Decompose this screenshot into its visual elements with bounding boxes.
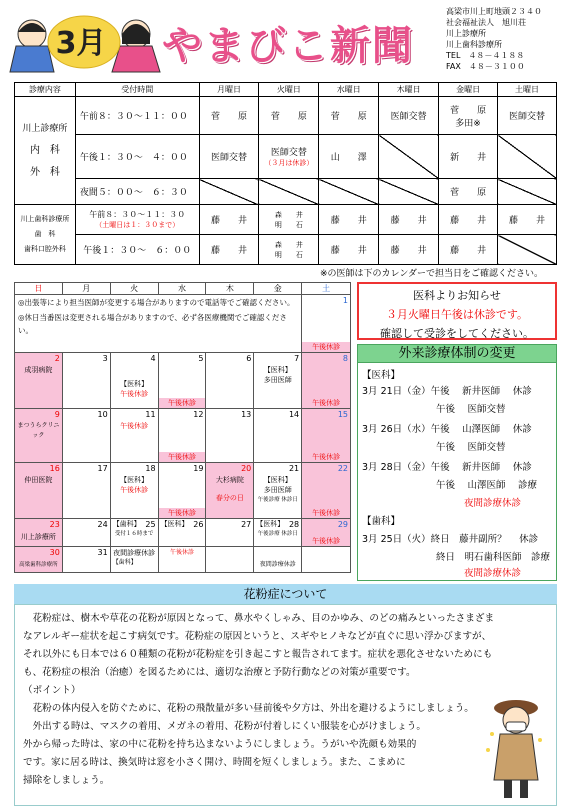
date-number: 1 bbox=[342, 296, 348, 305]
event-label: 【医科】 bbox=[120, 380, 149, 388]
doctor-cell bbox=[259, 205, 319, 235]
change-line: 3月 26日（水）午後 山澤医師 休診 bbox=[362, 424, 532, 435]
closed-label: 午後休診 bbox=[312, 399, 341, 407]
event-label: 多田医師 bbox=[263, 376, 292, 384]
calendar-day bbox=[254, 409, 302, 463]
date-number: 31 bbox=[97, 548, 108, 557]
change-line: 夜間診療休診 bbox=[464, 498, 522, 509]
duty-clinic: まつうらクリニック bbox=[17, 422, 60, 439]
article-line: です。家に居る時は、換気時は窓を小さく開け、時間を短くしましょう。また、こまめに bbox=[23, 757, 406, 768]
closed-label: 午後休診 bbox=[159, 508, 206, 518]
calendar-note: ◎出張等により担当医師が変更する場合がありますので電話等でご確認ください。 bbox=[18, 298, 295, 307]
calendar-day bbox=[15, 463, 63, 519]
table-row bbox=[15, 235, 557, 265]
change-line: 午後 医師交替 bbox=[436, 442, 506, 453]
month-badge: 3月 bbox=[55, 26, 107, 61]
header-cell: 木曜日 bbox=[379, 83, 439, 97]
article-line: 掃除をしましょう。 bbox=[23, 775, 110, 786]
doctor-cell: 菅 原 bbox=[439, 179, 498, 205]
date-number: 25 bbox=[145, 520, 156, 529]
event-label: 【医科】 bbox=[263, 366, 292, 374]
time-note: （土曜日は１：３０まで） bbox=[95, 221, 180, 229]
calendar-day bbox=[158, 463, 206, 519]
clinic-dept: 外 科 bbox=[29, 166, 60, 178]
closed-label: 午後診療 休診日 bbox=[257, 497, 298, 503]
closed-label: 午後休診 bbox=[302, 342, 350, 352]
closed-note: （３月は休診） bbox=[264, 159, 314, 167]
calendar-notes bbox=[15, 295, 302, 353]
section-label: 【医科】 bbox=[362, 370, 401, 381]
event-label: 【医科】 bbox=[160, 520, 189, 528]
doctor-cell: 藤 井 bbox=[439, 235, 498, 265]
calendar-day bbox=[158, 353, 206, 409]
address-line: 高梁市川上町地頭２３４０ bbox=[446, 7, 542, 16]
calendar-day bbox=[302, 519, 351, 547]
time-text: 午前８：３０～１１：３０ bbox=[89, 210, 186, 219]
change-line: 夜間診療休診 bbox=[464, 568, 522, 579]
doctor-cell: 藤 井 bbox=[379, 235, 439, 265]
doctor-cell: 藤 井 bbox=[199, 205, 259, 235]
date-number: 21 bbox=[288, 464, 300, 473]
calendar-day bbox=[254, 353, 302, 409]
closed-label: 午後休診 bbox=[120, 422, 149, 430]
calendar-day bbox=[206, 463, 254, 519]
dental-name: 川上歯科診療所 bbox=[20, 215, 70, 223]
day-label: 火 bbox=[110, 283, 158, 295]
calendar-day bbox=[302, 463, 351, 519]
date-number: 14 bbox=[288, 410, 300, 419]
time-cell: 午前８：３０～１１：００ bbox=[75, 97, 199, 135]
article-line: それ以外にも日本では６０種類の花粉が花粉症を引き起こすと報告されてます。症状を悪化させないためにも bbox=[23, 649, 493, 660]
closed-label: 午後休診 bbox=[312, 509, 341, 517]
change-line: 午後 山澤医師 診療 bbox=[436, 480, 538, 491]
calendar-week bbox=[15, 547, 351, 573]
calendar-day bbox=[206, 353, 254, 409]
doctor-cell: 医師交替 bbox=[199, 135, 259, 179]
doctor-cell: 藤 井 bbox=[498, 205, 557, 235]
calendar-day bbox=[110, 409, 158, 463]
empty-slot bbox=[259, 179, 319, 205]
doctor-name: 明 石 bbox=[274, 250, 303, 259]
notice-box bbox=[357, 282, 557, 340]
article-line: 花粉症は、樹木や草花の花粉が原因となって、鼻水やくしゃみ、目のかゆみ、のどの痛みといったさまざま bbox=[23, 613, 495, 624]
time-cell: 夜間５：００～ ６：３０ bbox=[75, 179, 199, 205]
calendar-day bbox=[254, 547, 302, 573]
newsletter-title: やまびこ新聞 bbox=[162, 23, 414, 69]
event-label: 【医科】 bbox=[263, 476, 292, 484]
table-row bbox=[15, 205, 557, 235]
date-number: 6 bbox=[246, 354, 252, 363]
calendar-day bbox=[62, 519, 110, 547]
calendar-week bbox=[15, 463, 351, 519]
event-label: 【医科】 bbox=[120, 476, 149, 484]
calendar-week bbox=[15, 353, 351, 409]
march-calendar bbox=[14, 282, 351, 573]
doctor-cell: 菅 原 bbox=[199, 97, 259, 135]
duty-clinic: 仲田医院 bbox=[24, 476, 53, 484]
calendar-day bbox=[254, 519, 302, 547]
closed-label: 午後休診 bbox=[159, 398, 206, 408]
closed-label: 午後休診 bbox=[159, 452, 206, 462]
table-row bbox=[15, 179, 557, 205]
event-label: 【医科】 bbox=[256, 520, 285, 528]
day-label: 木 bbox=[206, 283, 254, 295]
empty-slot bbox=[498, 235, 557, 265]
dental-name-cell bbox=[15, 205, 76, 265]
calendar-day bbox=[302, 295, 351, 353]
event-label: 【歯科】 bbox=[112, 559, 137, 566]
calendar-day bbox=[254, 463, 302, 519]
calendar-day bbox=[206, 547, 254, 573]
table-row bbox=[15, 135, 557, 179]
date-number: 28 bbox=[288, 520, 300, 529]
date-number: 4 bbox=[150, 354, 156, 363]
doctor-cell: 藤 井 bbox=[439, 205, 498, 235]
empty-slot bbox=[498, 135, 557, 179]
table-row bbox=[15, 97, 557, 135]
doctor-cell: 菅 原 bbox=[319, 97, 379, 135]
day-label: 月 bbox=[62, 283, 110, 295]
calendar-day bbox=[302, 409, 351, 463]
event-label: 【歯科】 bbox=[112, 520, 141, 528]
schedule-footnote: ※の医師は下のカレンダーで担当日をご確認ください。 bbox=[320, 269, 543, 279]
calendar-week bbox=[15, 519, 351, 547]
header-cell: 火曜日 bbox=[259, 83, 319, 97]
header-cell: 月曜日 bbox=[199, 83, 259, 97]
address-line: FAX ４８－３１００ bbox=[446, 62, 525, 71]
change-line: 3月 28日（金）午後 新井医師 休診 bbox=[362, 462, 532, 473]
calendar-day bbox=[110, 463, 158, 519]
calendar-day bbox=[110, 353, 158, 409]
empty-slot bbox=[379, 135, 439, 179]
change-line: 終日 明石歯科医師 診療 bbox=[436, 552, 551, 563]
header-cell: 土曜日 bbox=[498, 83, 557, 97]
empty-slot bbox=[498, 179, 557, 205]
calendar-day bbox=[158, 409, 206, 463]
clinic-name: 川上診療所 bbox=[22, 123, 68, 134]
change-line: 3月 21日（金）午後 新井医師 休診 bbox=[362, 386, 532, 397]
date-number: 9 bbox=[54, 410, 60, 419]
doctor-cell: 藤 井 bbox=[319, 235, 379, 265]
notice-line: 確認して受診をしてください。 bbox=[380, 327, 534, 340]
doctor-cell: 医師交替 bbox=[498, 97, 557, 135]
time-cell bbox=[75, 205, 199, 235]
calendar-day-header bbox=[15, 283, 351, 295]
calendar-day bbox=[62, 409, 110, 463]
date-number: 10 bbox=[97, 410, 108, 419]
schedule-header-row bbox=[15, 83, 557, 97]
address-line: TEL ４８－４１８８ bbox=[446, 51, 525, 60]
doctor-cell bbox=[259, 135, 319, 179]
day-label: 水 bbox=[158, 283, 206, 295]
calendar-day bbox=[206, 409, 254, 463]
article-line: 外出する時は、マスクの着用、メガネの着用、花粉が付着しにくい服装を心がけましょう。 bbox=[23, 721, 426, 732]
date-number: 23 bbox=[49, 520, 60, 529]
article-line: も、花粉症の根治（治癒）を図るためには、適切な治療と予防行動などの対策が重要です。 bbox=[23, 667, 416, 678]
calendar-day bbox=[158, 519, 206, 547]
pollen-article bbox=[14, 604, 557, 806]
clinic-name-cell bbox=[15, 97, 76, 205]
address-block bbox=[446, 6, 542, 72]
doctor-cell: 藤 井 bbox=[379, 205, 439, 235]
doctor-name: 森 井 bbox=[274, 210, 303, 219]
day-label: 金 bbox=[254, 283, 302, 295]
closed-label: 午後休診 bbox=[312, 537, 341, 545]
article-line: 花粉の体内侵入を防ぐために、花粉の飛散量が多い昼前後や夕方は、外出を避けるようにしましょう。 bbox=[23, 703, 474, 714]
date-number: 22 bbox=[337, 464, 348, 473]
duty-clinic: 高梁歯科診療所 bbox=[19, 562, 58, 568]
empty-slot bbox=[199, 179, 259, 205]
calendar-day bbox=[15, 547, 63, 573]
doctor-name: 明 石 bbox=[274, 220, 303, 229]
address-line: 社会福祉法人 旭川荘 bbox=[446, 18, 526, 27]
calendar-day bbox=[110, 547, 158, 573]
calendar-day bbox=[62, 353, 110, 409]
calendar-day bbox=[302, 547, 351, 573]
calendar-day bbox=[158, 547, 206, 573]
day-label: 土 bbox=[302, 283, 351, 295]
calendar-day bbox=[110, 519, 158, 547]
closed-label: 午後休診 bbox=[169, 549, 194, 556]
event-label: 受付１６時まで bbox=[114, 531, 154, 537]
date-number: 19 bbox=[193, 464, 204, 473]
address-line: 川上診療所 bbox=[446, 29, 486, 38]
calendar-day bbox=[15, 353, 63, 409]
date-number: 29 bbox=[337, 520, 348, 529]
header-cell: 診療内容 bbox=[15, 83, 76, 97]
article-line: 外から帰った時は、家の中に花粉を持ち込まないようにしましょう。うがいや洗顔も効果的 bbox=[23, 739, 417, 750]
date-number: 27 bbox=[241, 520, 252, 529]
header-cell: 受付時間 bbox=[75, 83, 199, 97]
doctor-cell: 菅 原 bbox=[259, 97, 319, 135]
duty-clinic: 川上診療所 bbox=[20, 533, 56, 541]
date-number: 7 bbox=[294, 354, 300, 363]
calendar-week bbox=[15, 409, 351, 463]
header-cell: 水曜日 bbox=[319, 83, 379, 97]
duty-clinic: 成羽病院 bbox=[24, 366, 53, 374]
doctor-cell: 医師交替 bbox=[379, 97, 439, 135]
doctor-cell: 山 澤 bbox=[319, 135, 379, 179]
empty-slot bbox=[379, 179, 439, 205]
closed-label: 午後休診 bbox=[120, 486, 149, 494]
calendar-day bbox=[302, 353, 351, 409]
calendar-week bbox=[15, 295, 351, 353]
clinic-dept: 内 科 bbox=[29, 144, 60, 156]
header-cell: 金曜日 bbox=[439, 83, 498, 97]
closed-label: 午後診療 休診日 bbox=[257, 531, 298, 537]
date-number: 8 bbox=[342, 354, 348, 363]
dental-dept: 歯科口腔外科 bbox=[23, 245, 66, 253]
closed-label: 夜間診療休診 bbox=[113, 549, 156, 557]
doctor-name: 多田※ bbox=[455, 118, 481, 129]
doctor-name: 森 井 bbox=[274, 240, 303, 249]
masked-girl-illustration bbox=[482, 694, 550, 802]
calendar-day bbox=[15, 409, 63, 463]
date-number: 18 bbox=[145, 464, 156, 473]
closed-label: 午後休診 bbox=[120, 390, 149, 398]
time-cell: 午後１：３０～ ６：００ bbox=[75, 235, 199, 265]
date-number: 26 bbox=[193, 520, 204, 529]
changes-box bbox=[357, 363, 557, 581]
date-number: 11 bbox=[145, 410, 156, 419]
day-label: 日 bbox=[15, 283, 63, 295]
article-line: なアレルギー症状を起こす病気です。花粉症の原因というと、スギやヒノキなどが直ぐに思い浮かびますが、 bbox=[23, 631, 492, 642]
calendar-day bbox=[15, 519, 63, 547]
date-number: 17 bbox=[97, 464, 108, 473]
article-line: （ポイント） bbox=[23, 685, 81, 696]
date-number: 2 bbox=[54, 354, 60, 363]
date-number: 30 bbox=[49, 548, 60, 557]
date-number: 3 bbox=[102, 354, 108, 363]
holiday-label: 春分の日 bbox=[215, 494, 244, 502]
calendar-day bbox=[206, 519, 254, 547]
doctor-name: 菅 原 bbox=[450, 105, 487, 116]
time-cell: 午後１：３０～ ４：００ bbox=[75, 135, 199, 179]
doctor-cell: 藤 井 bbox=[319, 205, 379, 235]
doctor-cell bbox=[259, 235, 319, 265]
date-number: 15 bbox=[337, 410, 348, 419]
date-number: 20 bbox=[241, 464, 252, 473]
change-line: 午後 医師交替 bbox=[436, 404, 506, 415]
pollen-title: 花粉症について bbox=[14, 584, 557, 604]
doctor-name: 医師交替 bbox=[270, 148, 307, 158]
address-line: 川上歯科診療所 bbox=[446, 40, 502, 49]
empty-slot bbox=[319, 179, 379, 205]
event-label: 多田医師 bbox=[263, 486, 292, 494]
date-number: 12 bbox=[193, 410, 204, 419]
calendar-day bbox=[62, 463, 110, 519]
changes-title: 外来診療体制の変更 bbox=[357, 344, 557, 363]
duty-clinic: 大杉病院 bbox=[215, 476, 244, 484]
notice-title: 医科よりお知らせ bbox=[413, 289, 501, 302]
calendar-note: ◎休日当番医は変更される場合がありますので、必ず各医療機関でご確認ください。 bbox=[18, 313, 287, 335]
doctor-cell: 藤 井 bbox=[199, 235, 259, 265]
date-number: 24 bbox=[97, 520, 108, 529]
dental-dept: 歯 科 bbox=[34, 230, 56, 238]
section-label: 【歯科】 bbox=[362, 516, 401, 527]
notice-line: ３月火曜日午後は休診です。 bbox=[385, 308, 529, 321]
change-line: 3月 25日（火）終日 藤井副所？ 休診 bbox=[362, 534, 539, 545]
closed-label: 夜間診療休診 bbox=[259, 561, 296, 568]
date-number: 5 bbox=[198, 354, 204, 363]
clinic-schedule-table bbox=[14, 82, 557, 265]
date-number: 16 bbox=[49, 464, 60, 473]
calendar-day bbox=[62, 547, 110, 573]
doctor-cell: 新 井 bbox=[439, 135, 498, 179]
doctor-cell bbox=[439, 97, 498, 135]
closed-label: 午後休診 bbox=[312, 453, 341, 461]
date-number: 13 bbox=[241, 410, 252, 419]
